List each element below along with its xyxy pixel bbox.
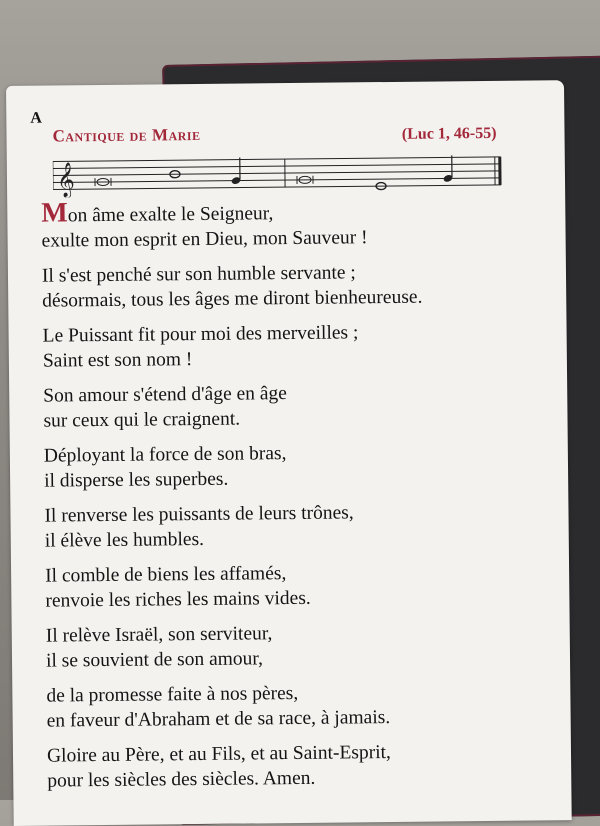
hymn-title: Cantique de Marie	[52, 125, 200, 147]
section-marker: A	[30, 110, 42, 128]
stanza	[47, 739, 557, 793]
hymnal-page	[6, 80, 572, 826]
verse-line: de la promesse faite à nos pères,	[46, 679, 556, 709]
verse-line: désormais, tous les âges me diront bienheureuse.	[42, 284, 552, 314]
scripture-reference: (Luc 1, 46-55)	[402, 125, 497, 144]
verse-line: Il renverse les puissants de leurs trônes,	[44, 499, 554, 529]
verse-line: pour les siècles des siècles. Amen.	[47, 764, 557, 794]
verse-line: Saint est son nom !	[43, 344, 553, 374]
verse-line: Il s'est penché sur son humble servante ;	[42, 259, 552, 289]
stanza	[45, 559, 555, 613]
verse-line: renvoie les riches les mains vides.	[45, 584, 555, 614]
music-staff	[53, 149, 505, 198]
stanza	[44, 439, 554, 493]
stanza	[42, 259, 552, 313]
stanza	[46, 679, 556, 733]
verse-line: sur ceux qui le craignent.	[43, 404, 553, 434]
stanza	[44, 499, 554, 553]
verse-line: Son amour s'étend d'âge en âge	[43, 379, 553, 409]
verse-line: il disperse les superbes.	[44, 464, 554, 494]
quarter-note-icon	[230, 158, 241, 186]
canticle-text	[41, 198, 557, 804]
verse-line: exulte mon esprit en Dieu, mon Sauveur !	[42, 224, 552, 254]
stanza	[46, 619, 556, 673]
verse-line: il élève les humbles.	[45, 524, 555, 554]
verse-line: Il relève Israël, son serviteur,	[46, 619, 556, 649]
quarter-note-icon-2	[442, 155, 453, 183]
drop-cap: M	[41, 197, 68, 228]
verse-line: en faveur d'Abraham et de sa race, à jamais.	[47, 704, 557, 734]
treble-clef-icon: 𝄞	[57, 162, 75, 197]
verse-line: il se souvient de son amour,	[46, 644, 556, 674]
stanza	[43, 379, 553, 433]
verse-line: Déployant la force de son bras,	[44, 439, 554, 469]
stanza	[43, 319, 553, 373]
verse-line: Il comble de biens les affamés,	[45, 559, 555, 589]
verse-line: Le Puissant fit pour moi des merveilles ;	[43, 319, 553, 349]
verse-line: Gloire au Père, et au Fils, et au Saint-Esprit,	[47, 739, 557, 769]
first-line-rest: on âme exalte le Seigneur,	[68, 203, 274, 226]
stanza	[41, 198, 551, 253]
